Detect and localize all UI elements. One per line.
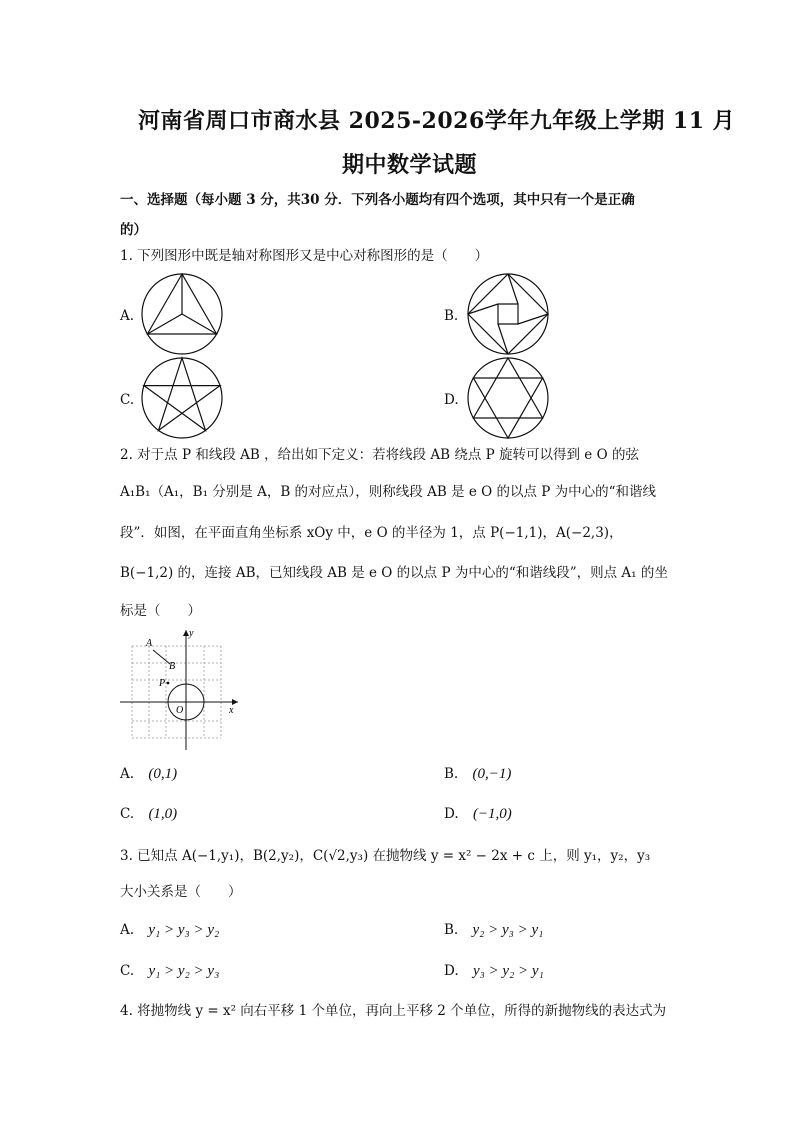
q2-option-d-label: D. bbox=[444, 806, 459, 822]
q1-option-c-label: C. bbox=[120, 392, 135, 408]
q1-figure-b bbox=[466, 272, 550, 356]
q2-fig-label-a: A bbox=[146, 638, 153, 649]
q2-line4: B(−1,2) 的，连接 AB，已知线段 AB 是 e O 的以点 P 为中心的“和谐线段”，则点 A₁ 的坐 bbox=[120, 565, 668, 581]
q1-option-a-label: A. bbox=[120, 308, 135, 324]
q3-option-a-value: y₁ > y₃ > y₂ bbox=[148, 922, 220, 938]
q3-option-d-value: y₃ > y₂ > y₁ bbox=[472, 963, 544, 979]
q3-line1: 3. 已知点 A(−1,y₁)，B(2,y₂)，C(√2,y₃) 在抛物线 y = x² − 2x + c 上，则 y₁，y₂，y₃ bbox=[120, 848, 651, 864]
page-title-line1: 河南省周口市商水县 2025-2026学年九年级上学期 11 月 bbox=[138, 108, 736, 134]
q2-fig-label-y: y bbox=[189, 628, 194, 639]
q1-figure-d bbox=[466, 356, 550, 440]
q3-option-c bbox=[120, 963, 219, 980]
q2-option-c-value: (1,0) bbox=[148, 806, 178, 822]
q1-option-d-label: D. bbox=[444, 392, 459, 408]
q2-fig-label-b: B bbox=[169, 661, 176, 672]
q1-figure-a bbox=[140, 272, 224, 356]
q2-option-b bbox=[444, 766, 511, 783]
q2-option-b-label: B. bbox=[444, 766, 459, 782]
q2-fig-label-x: x bbox=[229, 705, 234, 716]
q2-line5: 标是（ ） bbox=[120, 603, 201, 619]
q2-fig-label-p: P bbox=[159, 678, 166, 689]
q3-option-b-label: B. bbox=[444, 922, 459, 938]
q4-line1: 4. 将抛物线 y = x² 向右平移 1 个单位，再向上平移 2 个单位，所得的新抛物线的表达式为 bbox=[120, 1003, 667, 1019]
q2-option-a bbox=[120, 766, 177, 783]
q2-option-d-value: (−1,0) bbox=[472, 806, 512, 822]
q2-option-a-label: A. bbox=[120, 766, 135, 782]
q2-line3: 段”．如图，在平面直角坐标系 xOy 中，e O 的半径为 1，点 P(−1,1)，A(−2,3)， bbox=[120, 525, 623, 541]
q3-option-a bbox=[120, 922, 219, 939]
q3-option-c-label: C. bbox=[120, 963, 135, 979]
q3-option-d-label: D. bbox=[444, 963, 459, 979]
q1-figure-c bbox=[140, 356, 224, 440]
page-title-line2: 期中数学试题 bbox=[342, 152, 478, 178]
q3-option-c-value: y₁ > y₂ > y₃ bbox=[148, 963, 220, 979]
q1-option-b-label: B. bbox=[444, 308, 459, 324]
q3-option-a-label: A. bbox=[120, 922, 135, 938]
q2-option-c-label: C. bbox=[120, 806, 135, 822]
q2-option-a-value: (0,1) bbox=[148, 766, 178, 782]
q1-stem: 1. 下列图形中既是轴对称图形又是中心对称图形的是（ ） bbox=[120, 248, 489, 264]
q2-option-c bbox=[120, 806, 177, 823]
q2-coordinate-figure bbox=[116, 626, 246, 752]
q2-option-b-value: (0,−1) bbox=[472, 766, 512, 782]
q3-option-d bbox=[444, 963, 544, 980]
q2-line1: 2. 对于点 P 和线段 AB ，给出如下定义：若将线段 AB 绕点 P 旋转可以得到 e O 的弦 bbox=[120, 447, 639, 463]
q3-line2: 大小关系是（ ） bbox=[120, 884, 242, 900]
q3-option-b-value: y₂ > y₃ > y₁ bbox=[472, 922, 544, 938]
q3-option-b bbox=[444, 922, 543, 939]
section-header-line1: 一、选择题（每小题 3 分，共30 分．下列各小题均有四个选项，其中只有一个是正确 bbox=[120, 192, 635, 208]
q2-fig-label-o: O bbox=[176, 705, 184, 716]
q2-line2: A₁B₁（A₁，B₁ 分别是 A，B 的对应点），则称线段 AB 是 e O 的以点 P 为中心的“和谐线 bbox=[120, 484, 657, 500]
q2-option-d bbox=[444, 806, 512, 823]
section-header-line2: 的） bbox=[120, 222, 147, 238]
